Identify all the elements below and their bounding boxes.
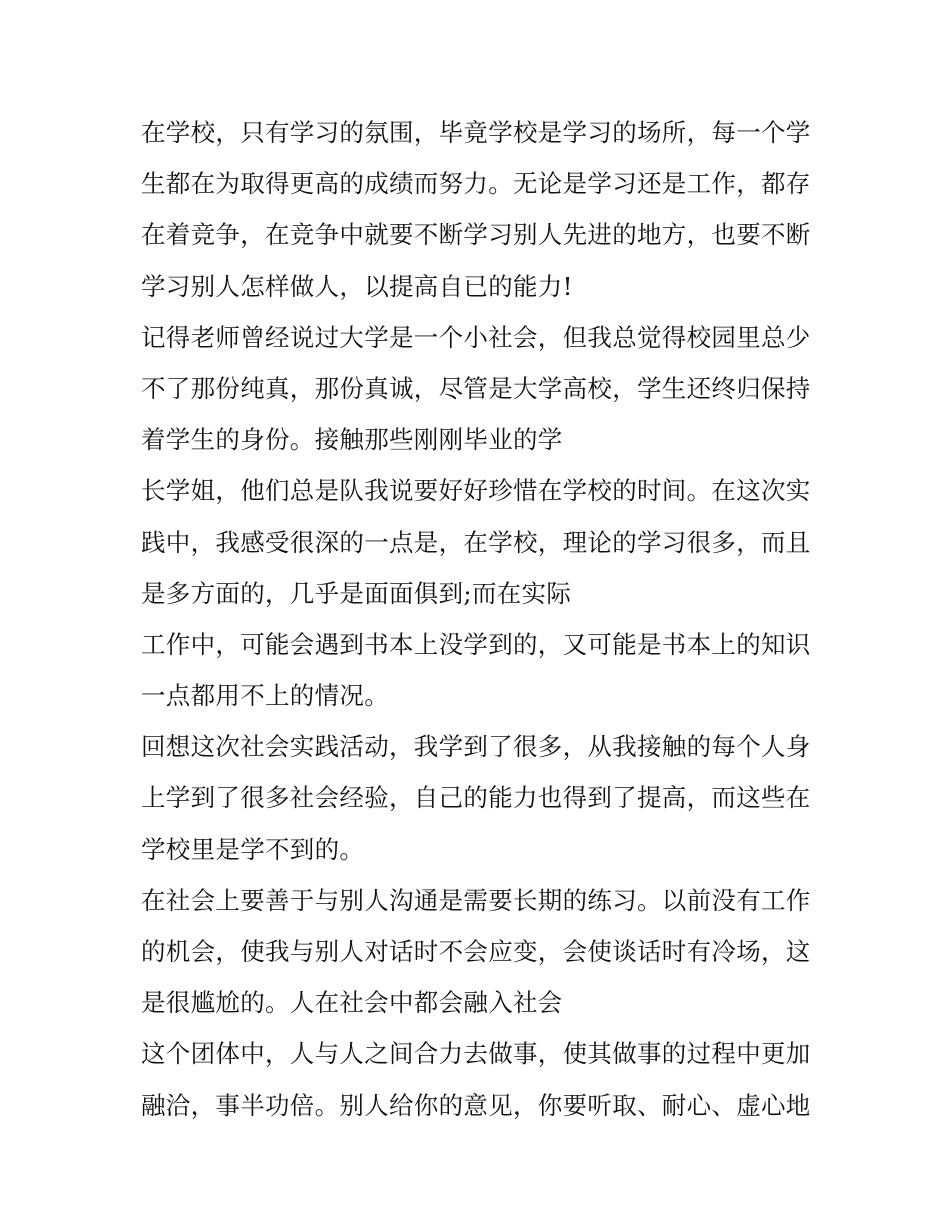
text-line: 不了那份纯真，那份真诚，尽管是大学高校，学生还终归保持 bbox=[141, 373, 811, 403]
text-line: 是多方面的，几乎是面面俱到;而在实际 bbox=[141, 578, 572, 608]
text-line: 是很尴尬的。人在社会中都会融入社会 bbox=[141, 988, 563, 1018]
text-line: 融洽，事半功倍。别人给你的意见，你要听取、耐心、虚心地 bbox=[141, 1090, 811, 1120]
text-line: 这个团体中，人与人之间合力去做事，使其做事的过程中更加 bbox=[141, 1039, 811, 1069]
text-line: 在社会上要善于与别人沟通是需要长期的练习。以前没有工作 bbox=[141, 885, 811, 915]
text-line: 着学生的身份。接触那些刚刚毕业的学 bbox=[141, 425, 563, 455]
text-line: 学习别人怎样做人，以提高自已的能力! bbox=[141, 271, 573, 301]
text-line: 践中，我感受很深的一点是，在学校，理论的学习很多，而且 bbox=[141, 527, 811, 557]
document-body bbox=[141, 107, 821, 1131]
text-line: 工作中，可能会遇到书本上没学到的，又可能是书本上的知识 bbox=[141, 629, 811, 659]
text-line: 在着竞争，在竞争中就要不断学习别人先进的地方，也要不断 bbox=[141, 220, 811, 250]
text-line: 学校里是学不到的。 bbox=[141, 834, 365, 864]
text-line: 回想这次社会实践活动，我学到了很多，从我接触的每个人身 bbox=[141, 732, 811, 762]
text-line: 的机会，使我与别人对话时不会应变，会使谈话时有冷场，这 bbox=[141, 937, 811, 966]
text-line: 生都在为取得更高的成绩而努力。无论是学习还是工作，都存 bbox=[141, 169, 811, 199]
text-line: 上学到了很多社会经验，自己的能力也得到了提高，而这些在 bbox=[141, 783, 811, 813]
text-line: 在学校，只有学习的氛围，毕竟学校是学习的场所，每一个学 bbox=[141, 118, 811, 147]
text-line: 长学姐，他们总是队我说要好好珍惜在学校的时间。在这次实 bbox=[141, 476, 811, 506]
text-line: 一点都用不上的情况。 bbox=[141, 681, 389, 711]
text-line: 记得老师曾经说过大学是一个小社会，但我总觉得校园里总少 bbox=[141, 322, 811, 352]
